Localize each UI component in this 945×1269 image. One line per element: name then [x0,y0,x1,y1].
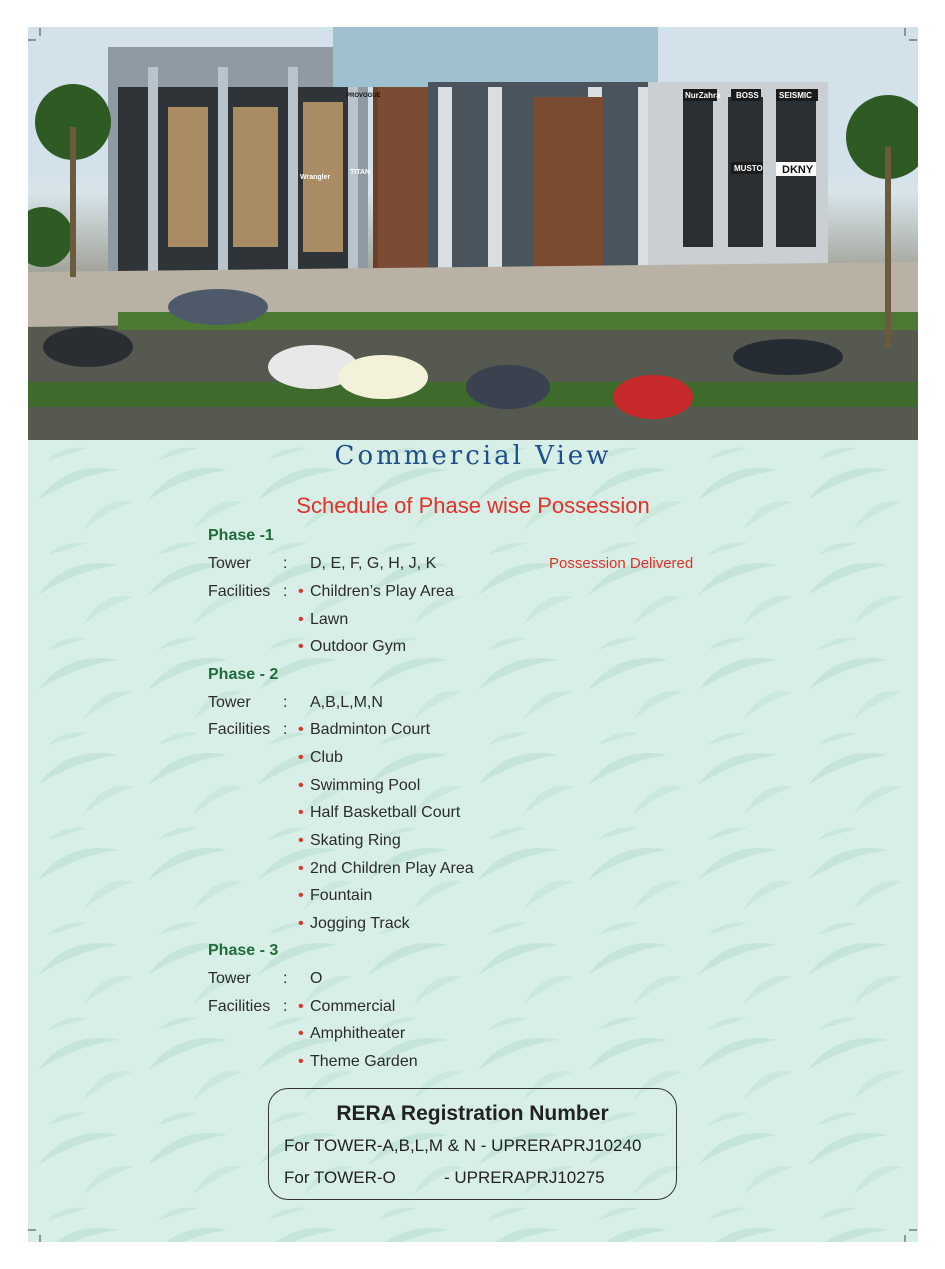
page-heading: Commercial View [334,441,612,471]
store-sign-titan: TITAN [350,169,371,176]
facility-item: 2nd Children Play Area [310,860,474,877]
colon: : [283,721,288,738]
facilities-label: Facilities [208,583,271,600]
store-sign-provogue: PROVOGUE [346,93,381,99]
possession-status: Possession Delivered [549,555,694,572]
list-item [208,777,608,797]
facility-item: Half Basketball Court [310,804,461,821]
facility-item: Fountain [310,887,373,904]
list-item [208,804,608,824]
list-item [208,887,608,907]
facility-item: Skating Ring [310,832,401,849]
list-item [208,638,608,658]
rera-registration-box [268,1088,677,1200]
list-item [208,915,608,935]
rera-title: RERA Registration Number [336,1102,609,1125]
commercial-mall-rendering [28,27,918,440]
store-sign-wrangler: Wrangler [300,174,331,181]
facility-item: Jogging Track [310,915,410,932]
store-sign-boss: BOSS [736,91,759,100]
list-item [208,1053,608,1073]
store-sign-musto: MUSTO [734,164,763,173]
bullet-icon: • [298,749,304,766]
bullet-icon: • [298,832,304,849]
facility-item: Theme Garden [310,1053,418,1070]
facility-item: Lawn [310,611,349,628]
bullet-icon: • [298,638,304,655]
rera-line-towers-abl: For TOWER-A,B,L,M & N - UPRERAPRJ10240 [284,1136,642,1155]
bullet-icon: • [298,998,304,1015]
store-sign-nurzahra: NurZahra [685,91,721,100]
phase-3-tower-row [208,970,608,990]
facility-item: Badminton Court [310,721,431,738]
tower-label: Tower [208,555,251,572]
phase-3-title: Phase - 3 [208,942,279,959]
colon: : [283,555,288,572]
tower-label: Tower [208,970,251,987]
bullet-icon: • [298,915,304,932]
facility-item: Outdoor Gym [310,638,407,655]
list-item [208,611,608,631]
phase-2-title: Phase - 2 [208,666,279,683]
phase-1-tower-row [208,555,808,575]
phase-2-tower-value: A,B,L,M,N [310,694,383,711]
phase-2-facilities-row [208,721,608,741]
phase-1-tower-value: D, E, F, G, H, J, K [310,555,437,572]
rera-line-tower-o-value: - UPRERAPRJ10275 [444,1168,605,1187]
store-sign-seismic: SEISMIC [779,91,812,100]
list-item [208,832,608,852]
bullet-icon: • [298,1053,304,1070]
bullet-icon: • [298,777,304,794]
brochure-page [28,27,918,1242]
bullet-icon: • [298,583,304,600]
colon: : [283,583,288,600]
bullet-icon: • [298,611,304,628]
list-item [208,1025,608,1045]
store-sign-dkny: DKNY [782,164,814,176]
phase-3-tower-value: O [310,970,323,987]
schedule-heading: Schedule of Phase wise Possession [296,493,650,518]
list-item [208,860,608,880]
facilities-label: Facilities [208,998,271,1015]
bullet-icon: • [298,804,304,821]
colon: : [283,998,288,1015]
list-item [208,749,608,769]
colon: : [283,970,288,987]
facility-item: Amphitheater [310,1025,406,1042]
tower-label: Tower [208,694,251,711]
facility-item: Club [310,749,343,766]
facility-item: Swimming Pool [310,777,421,794]
facility-item: Commercial [310,998,396,1015]
rera-line-tower-o-label: For TOWER-O [284,1168,396,1187]
bullet-icon: • [298,1025,304,1042]
facility-item: Children’s Play Area [310,583,454,600]
facilities-label: Facilities [208,721,271,738]
phase-3-facilities-row [208,998,608,1018]
colon: : [283,694,288,711]
bullet-icon: • [298,721,304,738]
phase-2-tower-row [208,694,608,714]
bullet-icon: • [298,860,304,877]
bullet-icon: • [298,887,304,904]
phase-1-title: Phase -1 [208,527,274,544]
phase-1-facilities-row [208,583,608,603]
